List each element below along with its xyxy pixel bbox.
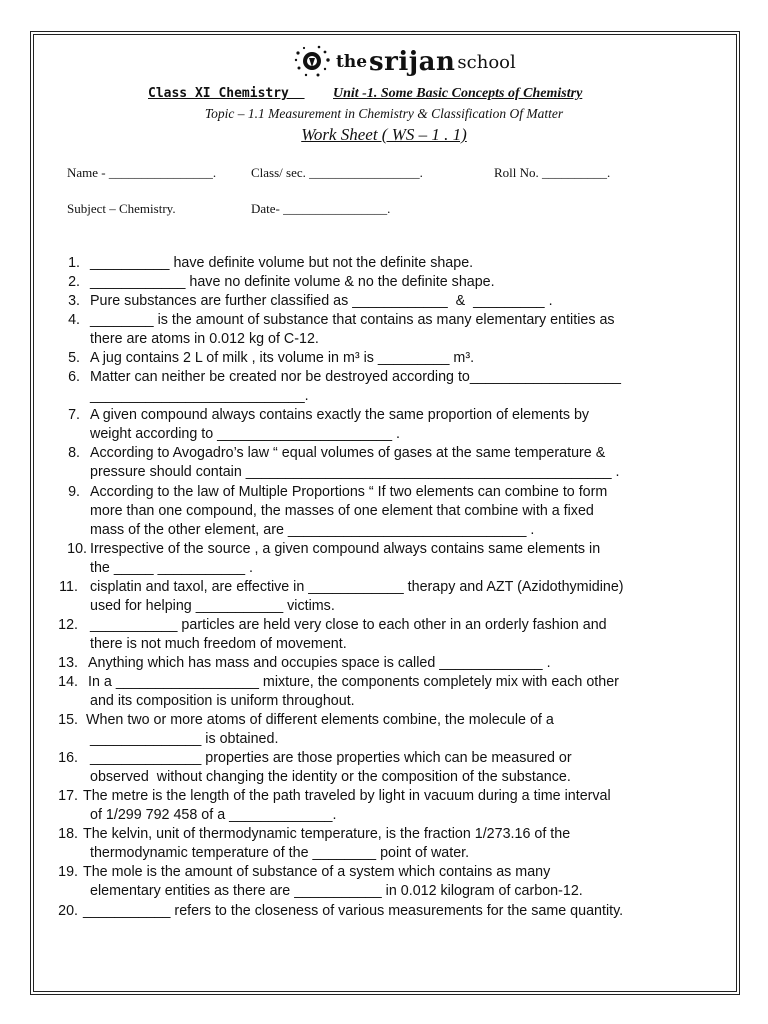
logo-text-srijan: srijan [369, 47, 456, 77]
unit-title: Unit -1. Some Basic Concepts of Chemistry [333, 86, 583, 101]
question-text-continued: pressure should contain ______________________________________________ . [90, 464, 620, 480]
date-field: Date- ________________. [251, 201, 391, 216]
question-number: 4. [68, 312, 80, 328]
question-text-continued: there are atoms in 0.012 kg of C-12. [90, 331, 319, 347]
question-number: 11. [59, 579, 78, 595]
question-text-continued: weight according to ______________________ . [90, 426, 401, 442]
question-number: 18. [58, 826, 78, 842]
question-text-continued: observed without changing the identity or the composition of the substance. [90, 769, 571, 785]
question-text-continued: elementary entities as there are ___________ in 0.012 kilogram of carbon-12. [90, 883, 583, 899]
subject-field: Subject – Chemistry. [67, 201, 176, 216]
question-text: A given compound always contains exactly the same proportion of elements by [90, 407, 590, 423]
question-number: 5. [68, 350, 80, 366]
question-text: Pure substances are further classified as ____________ & _________ . [90, 293, 553, 309]
name-field: Name - ________________. [67, 165, 217, 180]
question-text: The mole is the amount of substance of a system which contains as many [83, 864, 551, 880]
question-number: 13. [58, 655, 78, 671]
question-text: cisplatin and taxol, are effective in ____________ therapy and AZT (Azidothymidine) [90, 579, 624, 595]
question-text-continued: and its composition is uniform throughout. [90, 693, 355, 709]
question-text-continued: the _____ ___________ . [90, 560, 253, 576]
school-logo [292, 44, 516, 80]
question-text: The metre is the length of the path traveled by light in vacuum during a time interval [83, 788, 611, 804]
question-number: 20. [58, 903, 78, 919]
question-number: 8. [68, 445, 80, 461]
question-number: 9. [68, 484, 80, 500]
class-title: Class XI Chemistry [148, 86, 305, 101]
question-number: 6. [68, 369, 80, 385]
question-number: 15. [58, 712, 78, 728]
question-text-continued: mass of the other element, are ______________________________ . [90, 522, 535, 538]
question-text: Matter can neither be created nor be destroyed according to___________________ [90, 369, 621, 385]
question-text: Anything which has mass and occupies space is called _____________ . [88, 655, 551, 671]
question-number: 7. [68, 407, 80, 423]
question-text: According to the law of Multiple Proportions “ If two elements can combine to form [90, 484, 608, 500]
question-text-continued: of 1/299 792 458 of a _____________. [90, 807, 337, 823]
question-number: 2. [68, 274, 80, 290]
question-number: 1. [68, 255, 80, 271]
question-text: In a __________________ mixture, the components completely mix with each other [88, 674, 619, 690]
school-emblem-icon [292, 44, 332, 80]
question-text: Irrespective of the source , a given compound always contains same elements in [90, 541, 601, 557]
question-text-continued: thermodynamic temperature of the ________ point of water. [90, 845, 470, 861]
question-text: A jug contains 2 L of milk , its volume in m³ is _________ m³. [90, 350, 475, 366]
question-number: 17. [58, 788, 78, 804]
question-text-continued: used for helping ___________ victims. [90, 598, 335, 614]
logo-text-school: school [457, 51, 516, 73]
question-text: ___________ particles are held very close to each other in an orderly fashion and [90, 617, 607, 633]
logo-text-the: the [336, 52, 368, 72]
question-text: When two or more atoms of different elements combine, the molecule of a [86, 712, 554, 728]
question-number: 3. [68, 293, 80, 309]
question-number: 10. [67, 541, 87, 557]
question-text-continued: ___________________________. [90, 388, 309, 404]
question-text: ______________ properties are those properties which can be measured or [90, 750, 572, 766]
question-number: 16. [58, 750, 78, 766]
question-number: 19. [58, 864, 78, 880]
question-number: 12. [58, 617, 78, 633]
worksheet-title: Work Sheet ( WS – 1 . 1) [301, 125, 467, 144]
question-text-continued: more than one compound, the masses of one element that combine with a fixed [90, 503, 594, 519]
question-number: 14. [58, 674, 78, 690]
question-text: __________ have definite volume but not the definite shape. [90, 255, 474, 271]
class-sec-field: Class/ sec. _________________. [251, 165, 423, 180]
question-text: ________ is the amount of substance that contains as many elementary entities as [90, 312, 615, 328]
question-text: The kelvin, unit of thermodynamic temperature, is the fraction 1/273.16 of the [83, 826, 571, 842]
question-text: According to Avogadro’s law “ equal volumes of gases at the same temperature & [90, 445, 606, 461]
topic-line: Topic – 1.1 Measurement in Chemistry & Classification Of Matter [204, 106, 564, 121]
roll-no-field: Roll No. __________. [494, 165, 611, 180]
question-text: ___________ refers to the closeness of various measurements for the same quantity. [83, 903, 624, 919]
question-text-continued: ______________ is obtained. [90, 731, 279, 747]
question-text: ____________ have no definite volume & no the definite shape. [90, 274, 495, 290]
question-text-continued: there is not much freedom of movement. [90, 636, 347, 652]
